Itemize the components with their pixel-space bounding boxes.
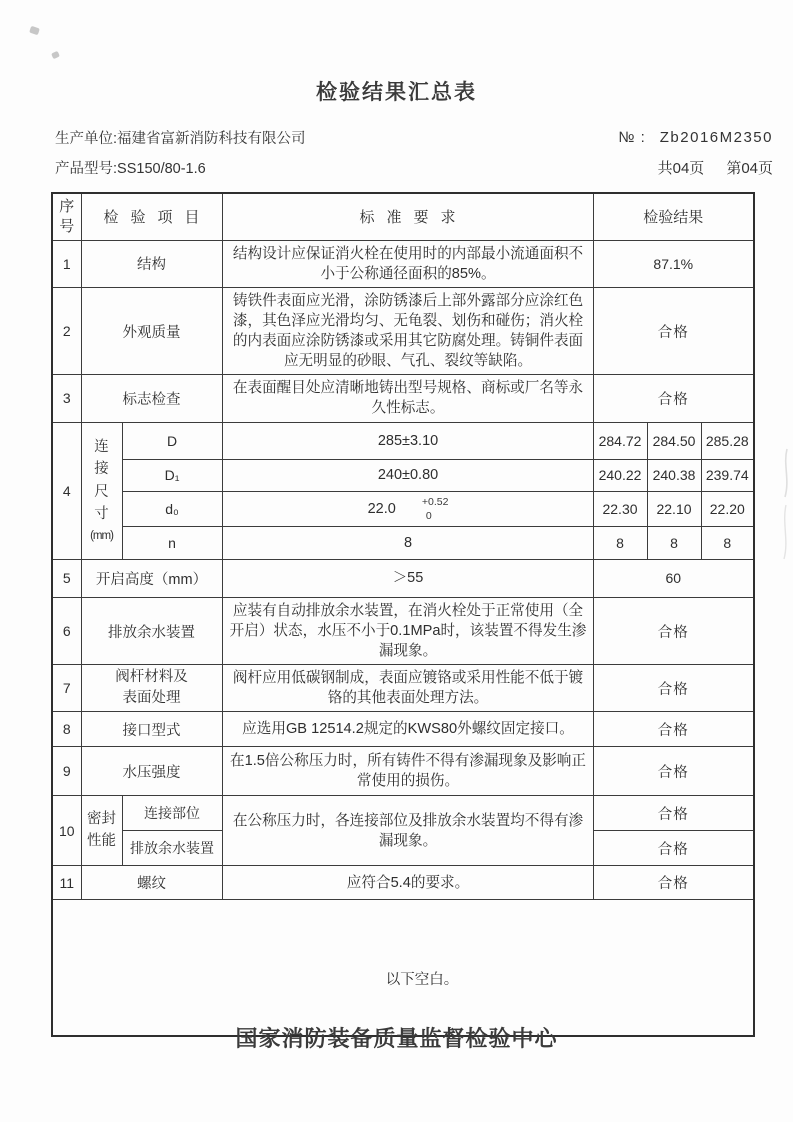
row-seq: 3 bbox=[52, 375, 81, 422]
dimension-result-3: 285.28 bbox=[701, 422, 754, 459]
dimension-result-3: 8 bbox=[701, 526, 754, 559]
row-seq: 5 bbox=[52, 559, 81, 597]
table-row bbox=[52, 287, 754, 375]
scan-speck-artifact bbox=[51, 51, 60, 59]
dimension-result-3: 22.20 bbox=[701, 491, 754, 526]
pages-total: 共04页 bbox=[657, 160, 705, 177]
dimension-result-2: 284.50 bbox=[647, 422, 701, 459]
dimension-result-1: 284.72 bbox=[593, 422, 647, 459]
table-row bbox=[52, 747, 754, 796]
table-row bbox=[52, 597, 754, 664]
group-label-text: 连接尺寸 bbox=[94, 438, 109, 523]
table-row-sealing bbox=[52, 796, 754, 831]
row-standard: 应符合5.4的要求。 bbox=[222, 866, 593, 900]
issuing-authority: 国家消防装备质量监督检验中心 bbox=[235, 1026, 558, 1051]
dimension-standard: 8 bbox=[222, 526, 593, 559]
col-header-standard: 标准要求 bbox=[222, 193, 593, 240]
row-result: 合格 bbox=[593, 597, 754, 664]
dimension-result-1: 240.22 bbox=[593, 459, 647, 491]
row-result: 87.1% bbox=[593, 240, 754, 287]
row-seq: 11 bbox=[52, 866, 81, 900]
report-no-value: Zb2016M2350 bbox=[659, 129, 773, 146]
row-seq: 6 bbox=[52, 597, 81, 664]
row-standard: 应装有自动排放余水装置，在消火栓处于正常使用（全开启）状态，水压不小于0.1MPa时，该装置不得发生渗漏现象。 bbox=[222, 597, 593, 664]
dimension-result-1: 8 bbox=[593, 526, 647, 559]
dimension-name: D₁ bbox=[122, 459, 222, 491]
row-seq: 7 bbox=[52, 665, 81, 712]
row-item: 标志检查 bbox=[81, 375, 222, 422]
sealing-sub-result: 合格 bbox=[593, 831, 754, 866]
row-item bbox=[81, 665, 222, 712]
table-row bbox=[52, 375, 754, 422]
pages-current: 第04页 bbox=[726, 160, 773, 177]
row-result: 60 bbox=[593, 559, 754, 597]
table-row bbox=[52, 665, 754, 712]
row-standard: 在表面醒目处应清晰地铸出型号规格、商标或厂名等永久性标志。 bbox=[222, 375, 593, 422]
table-header-row bbox=[52, 193, 754, 240]
table-row bbox=[52, 240, 754, 287]
row-group-label: 密封性能 bbox=[81, 796, 122, 866]
table-row-dimensions bbox=[52, 491, 754, 526]
row-seq: 9 bbox=[52, 747, 81, 796]
row-seq: 10 bbox=[52, 796, 81, 866]
col-header-result: 检验结果 bbox=[593, 193, 754, 240]
row-result: 合格 bbox=[593, 375, 754, 422]
sealing-sub-item: 排放余水装置 bbox=[122, 831, 222, 866]
row-item: 排放余水装置 bbox=[81, 597, 222, 664]
blank-section bbox=[52, 900, 754, 1036]
row-standard: 结构设计应保证消火栓在使用时的内部最小流通面积不小于公称通径面积的85%。 bbox=[222, 240, 593, 287]
dimension-standard: 240±0.80 bbox=[222, 459, 593, 491]
row-item: 结构 bbox=[81, 240, 222, 287]
producer-value: 福建省富新消防科技有限公司 bbox=[117, 131, 306, 147]
dimension-result-3: 239.74 bbox=[701, 459, 754, 491]
dimension-result-2: 240.38 bbox=[647, 459, 701, 491]
dimension-name: d₀ bbox=[122, 491, 222, 526]
report-no-label: № : bbox=[618, 129, 646, 146]
row-group-label bbox=[81, 422, 122, 559]
table-row-blank bbox=[52, 900, 754, 1036]
model-value: SS150/80-1.6 bbox=[117, 161, 206, 177]
sealing-sub-result: 合格 bbox=[593, 796, 754, 831]
sealing-sub-item: 连接部位 bbox=[122, 796, 222, 831]
blank-note: 以下空白。 bbox=[385, 972, 459, 989]
scan-smudge-artifact bbox=[779, 445, 793, 565]
dimension-name: n bbox=[122, 526, 222, 559]
table-row bbox=[52, 866, 754, 900]
row-result: 合格 bbox=[593, 747, 754, 796]
group-label-unit: (mm) bbox=[90, 530, 113, 543]
col-header-seq: 序号 bbox=[52, 193, 81, 240]
scan-speck-artifact bbox=[29, 26, 40, 35]
row-result: 合格 bbox=[593, 287, 754, 375]
document-info-left bbox=[55, 124, 306, 184]
document-info-right bbox=[618, 122, 773, 184]
row-item: 外观质量 bbox=[81, 287, 222, 375]
row-result: 合格 bbox=[593, 712, 754, 747]
dimension-standard: 285±3.10 bbox=[222, 422, 593, 459]
row-item: 螺纹 bbox=[81, 866, 222, 900]
table-row-dimensions bbox=[52, 526, 754, 559]
row-standard: 阀杆应用低碳钢制成，表面应镀铬或采用性能不低于镀铬的其他表面处理方法。 bbox=[222, 665, 593, 712]
dimension-name: D bbox=[122, 422, 222, 459]
row-standard: 铸铁件表面应光滑，涂防锈漆后上部外露部分应涂红色漆，其色泽应光滑均匀、无龟裂、划伤和碰伤；消火栓的内表面应涂防锈漆或采用其它防腐处理。铸铜件表面应无明显的砂眼、气孔、裂纹等缺陷。 bbox=[222, 287, 593, 375]
page-title: 检验结果汇总表 bbox=[316, 81, 477, 104]
tolerance-stack bbox=[422, 495, 449, 523]
row-seq: 1 bbox=[52, 240, 81, 287]
dimension-result-2: 8 bbox=[647, 526, 701, 559]
table-row-dimensions bbox=[52, 422, 754, 459]
table-row bbox=[52, 712, 754, 747]
row-item-text: 阀杆材料及表面处理 bbox=[115, 669, 188, 707]
table-row-dimensions bbox=[52, 459, 754, 491]
row-item: 水压强度 bbox=[81, 747, 222, 796]
producer-label: 生产单位: bbox=[55, 131, 118, 147]
row-standard: ＞55 bbox=[222, 559, 593, 597]
row-standard: 在1.5倍公称压力时，所有铸件不得有渗漏现象及影响正常使用的损伤。 bbox=[222, 747, 593, 796]
row-standard: 在公称压力时，各连接部位及排放余水装置均不得有渗漏现象。 bbox=[222, 796, 593, 866]
dimension-result-2: 22.10 bbox=[647, 491, 701, 526]
row-seq: 2 bbox=[52, 287, 81, 375]
col-header-item: 检验项目 bbox=[81, 193, 222, 240]
row-standard: 应选用GB 12514.2规定的KWS80外螺纹固定接口。 bbox=[222, 712, 593, 747]
table-row bbox=[52, 559, 754, 597]
model-label: 产品型号: bbox=[55, 161, 118, 177]
tolerance-upper: +0.52 bbox=[421, 495, 449, 508]
row-result: 合格 bbox=[593, 866, 754, 900]
row-result: 合格 bbox=[593, 665, 754, 712]
dimension-standard bbox=[222, 491, 593, 526]
dimension-result-1: 22.30 bbox=[593, 491, 647, 526]
row-item: 接口型式 bbox=[81, 712, 222, 747]
row-item: 开启高度（mm） bbox=[81, 559, 222, 597]
row-seq: 4 bbox=[52, 422, 81, 559]
tolerance-lower: 0 bbox=[425, 509, 432, 522]
dimension-standard-base: 22.0 bbox=[367, 500, 396, 517]
inspection-results-table bbox=[51, 192, 755, 1037]
row-seq: 8 bbox=[52, 712, 81, 747]
